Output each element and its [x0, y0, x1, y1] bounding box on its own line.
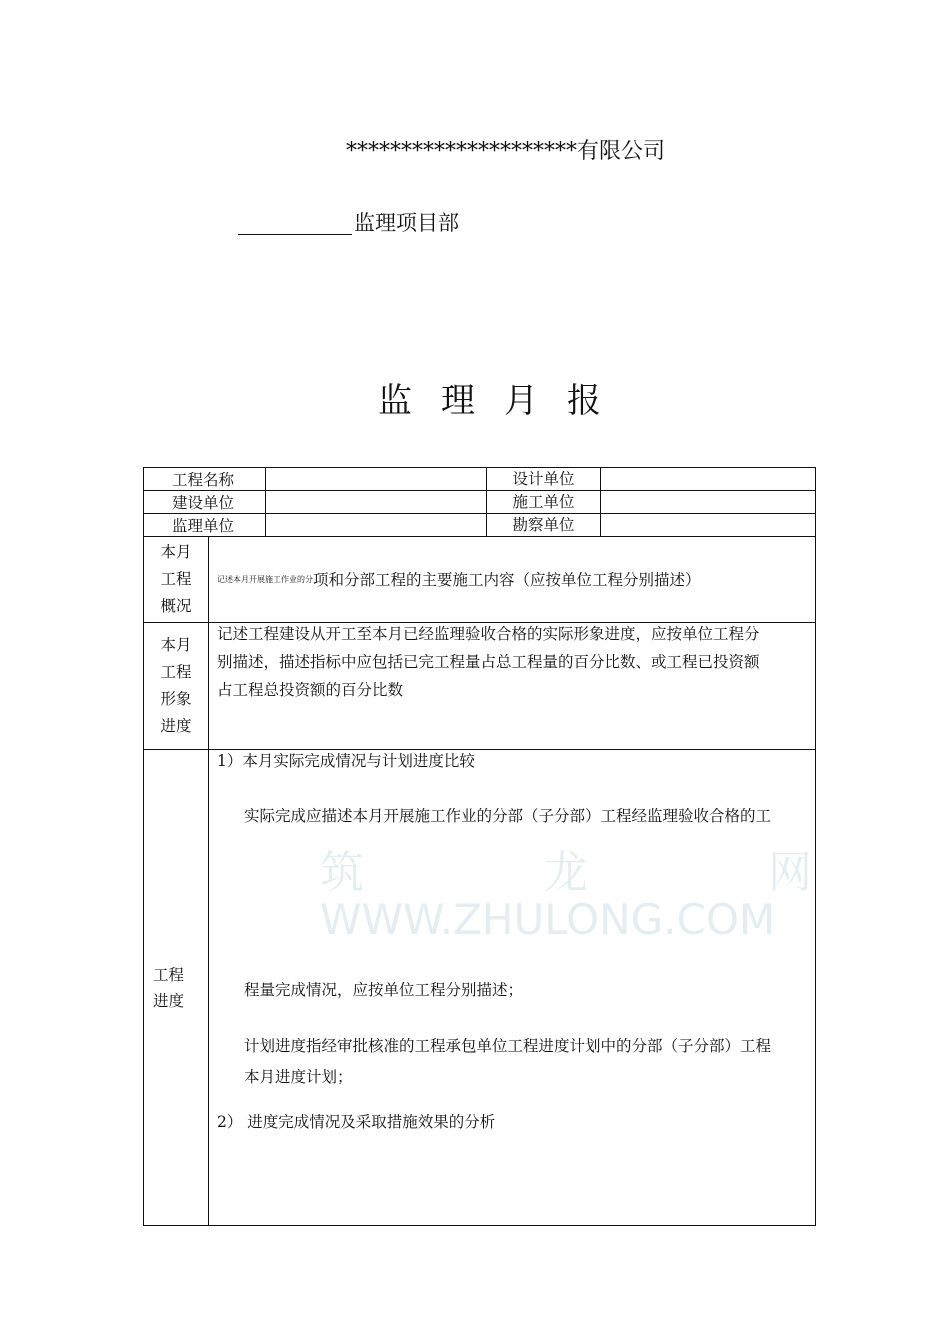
label-construction-unit: 施工单位 — [487, 491, 601, 514]
department-name: 监理项目部 — [354, 211, 459, 235]
progress-item-2: 2） 进度完成情况及采取措施效果的分析 — [217, 1113, 496, 1131]
department-blank-line — [238, 210, 352, 235]
paragraph: 占工程总投资额的百分比数 — [217, 681, 404, 699]
owner-unit-value — [266, 491, 487, 514]
table-row — [144, 514, 816, 537]
label-line: 本月 — [160, 543, 192, 561]
image-progress-content — [209, 623, 816, 750]
label-line: 工程 — [153, 965, 185, 984]
label-line: 本月 — [160, 636, 192, 654]
construction-unit-value — [601, 491, 816, 514]
project-name-value — [266, 468, 487, 491]
watermark-url: WWW.ZHULONG.COM — [320, 895, 776, 944]
project-progress-content — [209, 750, 816, 1226]
table-row — [144, 623, 816, 750]
label-project-name: 工程名称 — [144, 468, 266, 491]
label-image-progress — [144, 623, 209, 750]
label-monthly-overview — [144, 537, 209, 623]
supervision-unit-value — [266, 514, 487, 537]
label-owner-unit: 建设单位 — [144, 491, 266, 514]
design-unit-value — [601, 468, 816, 491]
progress-paragraph-2: 程量完成情况，应按单位工程分别描述； — [244, 981, 524, 999]
label-line: 工程 — [160, 570, 192, 588]
watermark-char: 网 — [768, 847, 812, 898]
paragraph: 记述工程建设从开工至本月已经监理验收合格的实际形象进度，应按单位工程分 — [217, 625, 760, 643]
label-design-unit: 设计单位 — [487, 468, 601, 491]
document-title: 监理月报 — [378, 381, 630, 421]
label-supervision-unit: 监理单位 — [144, 514, 266, 537]
monthly-overview-content — [209, 537, 816, 623]
label-survey-unit: 勘察单位 — [487, 514, 601, 537]
label-line: 工程 — [160, 663, 192, 681]
label-line: 形象 — [160, 690, 192, 708]
watermark-char: 筑 — [320, 847, 364, 898]
paragraph: 别描述，描述指标中应包括已完工程量占总工程量的百分比数、或工程已投资额 — [217, 653, 760, 671]
progress-item-1: 1）本月实际完成情况与计划进度比较 — [217, 752, 475, 770]
watermark-char: 龙 — [544, 847, 588, 898]
overview-small-text: 记述本月开展施工作业的分 — [217, 574, 313, 584]
monthly-report-table — [143, 467, 816, 1226]
label-line: 进度 — [153, 991, 185, 1010]
survey-unit-value — [601, 514, 816, 537]
table-row — [144, 491, 816, 514]
table-row — [144, 537, 816, 623]
label-line: 进度 — [160, 717, 192, 735]
label-line: 概况 — [160, 597, 192, 615]
progress-paragraph-1: 实际完成应描述本月开展施工作业的分部（子分部）工程经监理验收合格的工 — [244, 807, 772, 825]
overview-text: 项和分部工程的主要施工内容（应按单位工程分别描述） — [313, 570, 701, 589]
table-row — [144, 750, 816, 1226]
progress-paragraph-4: 本月进度计划； — [244, 1068, 353, 1086]
company-name: *********************有限公司 — [346, 139, 666, 164]
table-row — [144, 468, 816, 491]
label-project-progress — [144, 750, 209, 1226]
progress-paragraph-3: 计划进度指经审批核准的工程承包单位工程进度计划中的分部（子分部）工程 — [244, 1037, 772, 1055]
